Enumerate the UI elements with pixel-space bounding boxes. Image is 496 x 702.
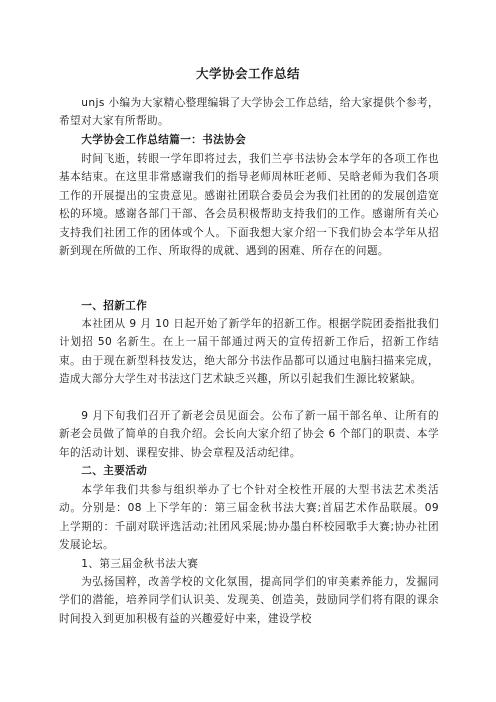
- intro-paragraph: unjs 小编为大家精心整理编辑了大学协会工作总结，给大家提供个参考，希望对大家有所帮助。: [59, 97, 439, 128]
- subheading-activities: 二、主要活动: [81, 465, 148, 477]
- body-paragraph-5: 为弘扬国粹，改善学校的文化氛围，提高同学们的审美素养能力，发掘同学们的潜能，培养同学们认识美、发现美、创造美，鼓励同学们将有限的课余时间投入到更加积极有益的兴趣爱好中来，建设学校: [59, 576, 439, 625]
- body-paragraph-4: 本学年我们共参与组织举办了七个针对全校性开展的大型书法艺术类活动。分别是：08 上下学年的：第三届金秋书法大赛;首届艺术作品联展。09 上学期的：千副对联评选活动;社团风采展;协办墨白杯校园歌手大赛;协办社团发展论坛。: [59, 484, 439, 552]
- body-paragraph-2: 本社团从 9 月 10 日起开始了新学年的招新工作。根据学院团委指批我们计划招 50 名新生。在上一届干部通过两天的宣传招新工作后，招新工作结束。由于现在新型科技发达，绝大部分书法作品都可以通过电脑扫描来完成，造成大部分大学生对书法这门艺术缺乏兴趣，所以引起我们生源比较紧缺。: [59, 318, 439, 386]
- subheading-calligraphy-contest: 1、第三届金秋书法大赛: [81, 558, 199, 570]
- document-title: 大学协会工作总结: [195, 66, 300, 81]
- subheading-recruitment: 一、招新工作: [81, 300, 148, 312]
- section-heading: 大学协会工作总结篇一：书法协会: [81, 134, 247, 146]
- body-paragraph-3: 9 月下旬我们召开了新老会员见面会。公布了新一届干部名单、让所有的新老会员做了简单的自我介绍。会长向大家介绍了协会 6 个部门的职责、本学年的活动计划、课程安排、协会章程及活动纪律。: [59, 410, 439, 459]
- body-paragraph-1: 时间飞逝，转眼一学年即将过去，我们兰亭书法协会本学年的各项工作也基本结束。在这里非常感谢我们的指导老师周林旺老师、吴晗老师为我们各项工作的开展提出的宝贵意见。感谢社团联合委员会为我们社团的的发展创造宽松的环境。感谢各部门干部、各会员积极帮助支持我们的工作。感谢所有关心支持我们社团工作的团体或个人。下面我想大家介绍一下我们协会本学年从招新到现在所做的工作、所取得的成就、遇到的困难、所存在的问题。: [59, 153, 439, 258]
